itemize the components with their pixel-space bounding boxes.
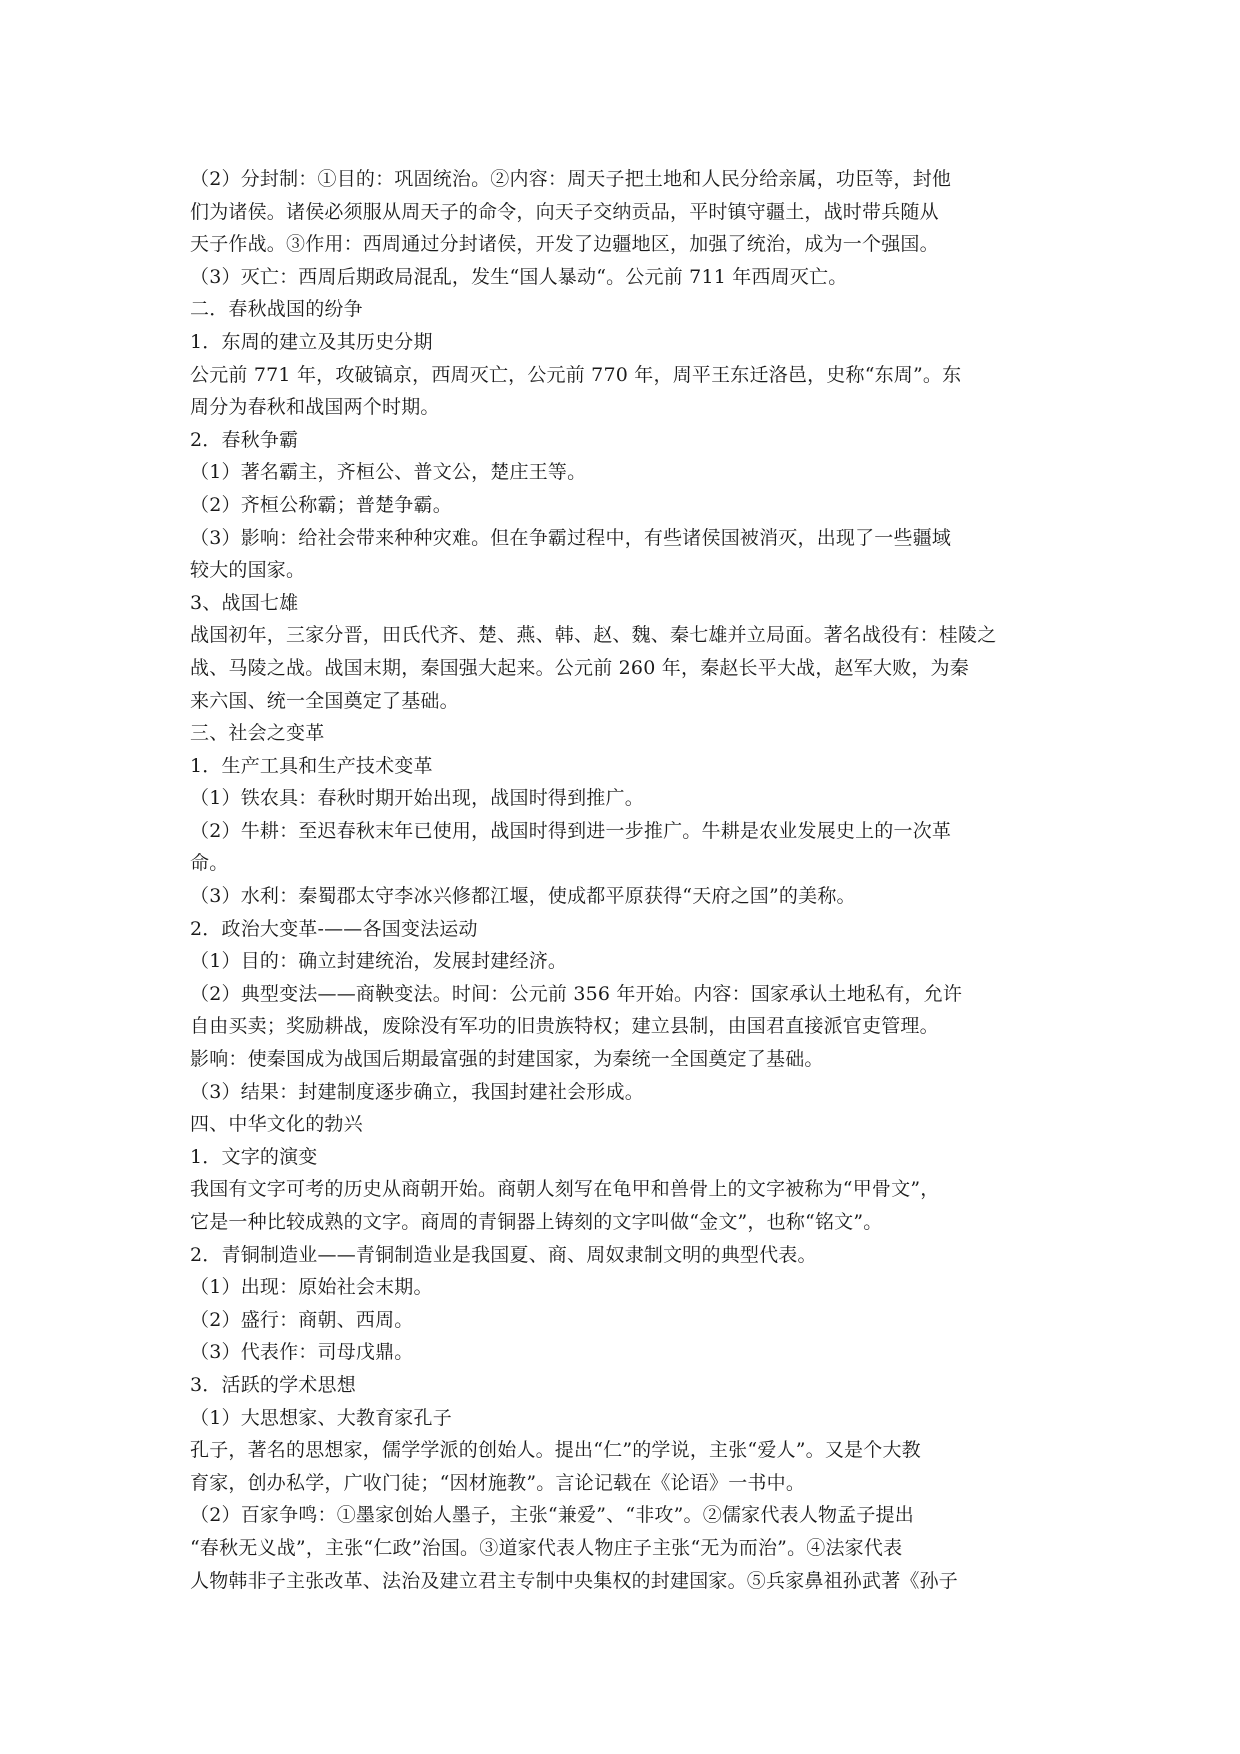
text-line: （3）代表作：司母戊鼎。 <box>190 1341 414 1364</box>
text-line: 孔子，著名的思想家，儒学学派的创始人。提出“仁”的学说，主张“爱人”。又是个大教 <box>190 1439 921 1462</box>
text-line: （2）齐桓公称霸；普楚争霸。 <box>190 493 452 516</box>
text-line: 1．东周的建立及其历史分期 <box>190 330 433 353</box>
text-line: 命。 <box>190 852 229 875</box>
text-line: （2）盛行：商朝、西周。 <box>190 1308 414 1331</box>
text-line: （1）铁农具：春秋时期开始出现，战国时得到推广。 <box>190 787 644 810</box>
text-line: 人物韩非子主张改革、法治及建立君主专制中央集权的封建国家。⑤兵家鼻祖孙武著《孙子 <box>190 1569 959 1592</box>
text-line: 周分为春秋和战国两个时期。 <box>190 396 440 419</box>
text-line: 1．生产工具和生产技术变革 <box>190 754 433 777</box>
text-line: 育家，创办私学，广收门徒；“因材施教”。言论记载在《论语》一书中。 <box>190 1471 806 1494</box>
text-line: 它是一种比较成熟的文字。商周的青铜器上铸刻的文字叫做“金文”，也称“铭文”。 <box>190 1211 883 1233</box>
text-line: 公元前 771 年，攻破镐京，西周灭亡，公元前 770 年，周平王东迁洛邑，史称“东周”。东 <box>190 363 962 386</box>
text-line: （3）影响：给社会带来种种灾难。但在争霸过程中，有些诸侯国被消灭，出现了一些疆域 <box>190 526 952 549</box>
text-line: 我国有文字可考的历史从商朝开始。商朝人刻写在龟甲和兽骨上的文字被称为“甲骨文”， <box>190 1178 940 1201</box>
text-line: （1）出现：原始社会末期。 <box>190 1276 433 1299</box>
text-line: 2．政治大变革-——各国变法运动 <box>190 917 478 940</box>
text-line: （2）分封制：①目的：巩固统治。②内容：周天子把土地和人民分给亲属，功臣等，封他 <box>190 168 952 190</box>
text-line: （2）牛耕：至迟春秋末年已使用，战国时得到进一步推广。牛耕是农业发展史上的一次革 <box>190 819 952 842</box>
text-line: 自由买卖；奖励耕战，废除没有军功的旧贵族特权；建立县制，由国君直接派官吏管理。 <box>190 1015 939 1038</box>
text-line: 战国初年，三家分晋，田氏代齐、楚、燕、韩、赵、魏、秦七雄并立局面。著名战役有：桂陵之 <box>190 624 997 647</box>
text-line: （3）水利：秦蜀郡太守李冰兴修都江堰，使成都平原获得“天府之国”的美称。 <box>190 885 856 908</box>
text-line: 2．青铜制造业——青铜制造业是我国夏、商、周奴隶制文明的典型代表。 <box>190 1243 817 1266</box>
text-line: 3、战国七雄 <box>190 591 299 614</box>
text-line: （2）典型变法——商鞅变法。时间：公元前 356 年开始。内容：国家承认土地私有，允许 <box>190 982 963 1005</box>
text-line: （3）灭亡：西周后期政局混乱，发生“国人暴动“。公元前 711 年西周灭亡。 <box>190 265 848 288</box>
text-line: 来六国、统一全国奠定了基础。 <box>190 689 459 712</box>
text-line: 们为诸侯。诸侯必须服从周天子的命令，向天子交纳贡品，平时镇守疆土，战时带兵随从 <box>190 200 939 223</box>
text-line: （3）结果：封建制度逐步确立，我国封建社会形成。 <box>190 1080 644 1103</box>
text-line: （1）著名霸主，齐桓公、普文公，楚庄王等。 <box>190 461 587 484</box>
text-line: 较大的国家。 <box>190 559 306 582</box>
text-line: 战、马陵之战。战国末期，秦国强大起来。公元前 260 年，秦赵长平大战，赵军大败，为秦 <box>190 656 969 679</box>
text-line: 影响：使秦国成为战国后期最富强的封建国家，为秦统一全国奠定了基础。 <box>190 1048 824 1071</box>
text-line: 天子作战。③作用：西周通过分封诸侯，开发了边疆地区，加强了统治，成为一个强国。 <box>190 233 939 256</box>
text-line: 二．春秋战国的纷争 <box>190 298 363 321</box>
text-line: （1）大思想家、大教育家孔子 <box>190 1406 452 1429</box>
document-body <box>190 163 1062 1597</box>
text-line: 2．春秋争霸 <box>190 428 299 451</box>
text-line: （2）百家争鸣：①墨家创始人墨子，主张“兼爱”、“非攻”。②儒家代表人物孟子提出 <box>190 1504 914 1527</box>
text-line: 四、中华文化的勃兴 <box>190 1113 363 1136</box>
text-line: 1．文字的演变 <box>190 1145 318 1168</box>
text-line: （1）目的：确立封建统治，发展封建经济。 <box>190 950 568 973</box>
text-line: 3．活跃的学术思想 <box>190 1373 356 1396</box>
text-line: 三、社会之变革 <box>190 722 325 745</box>
text-line: “春秋无义战”，主张“仁政”治国。③道家代表人物庄子主张“无为而治”。④法家代表 <box>190 1536 903 1559</box>
